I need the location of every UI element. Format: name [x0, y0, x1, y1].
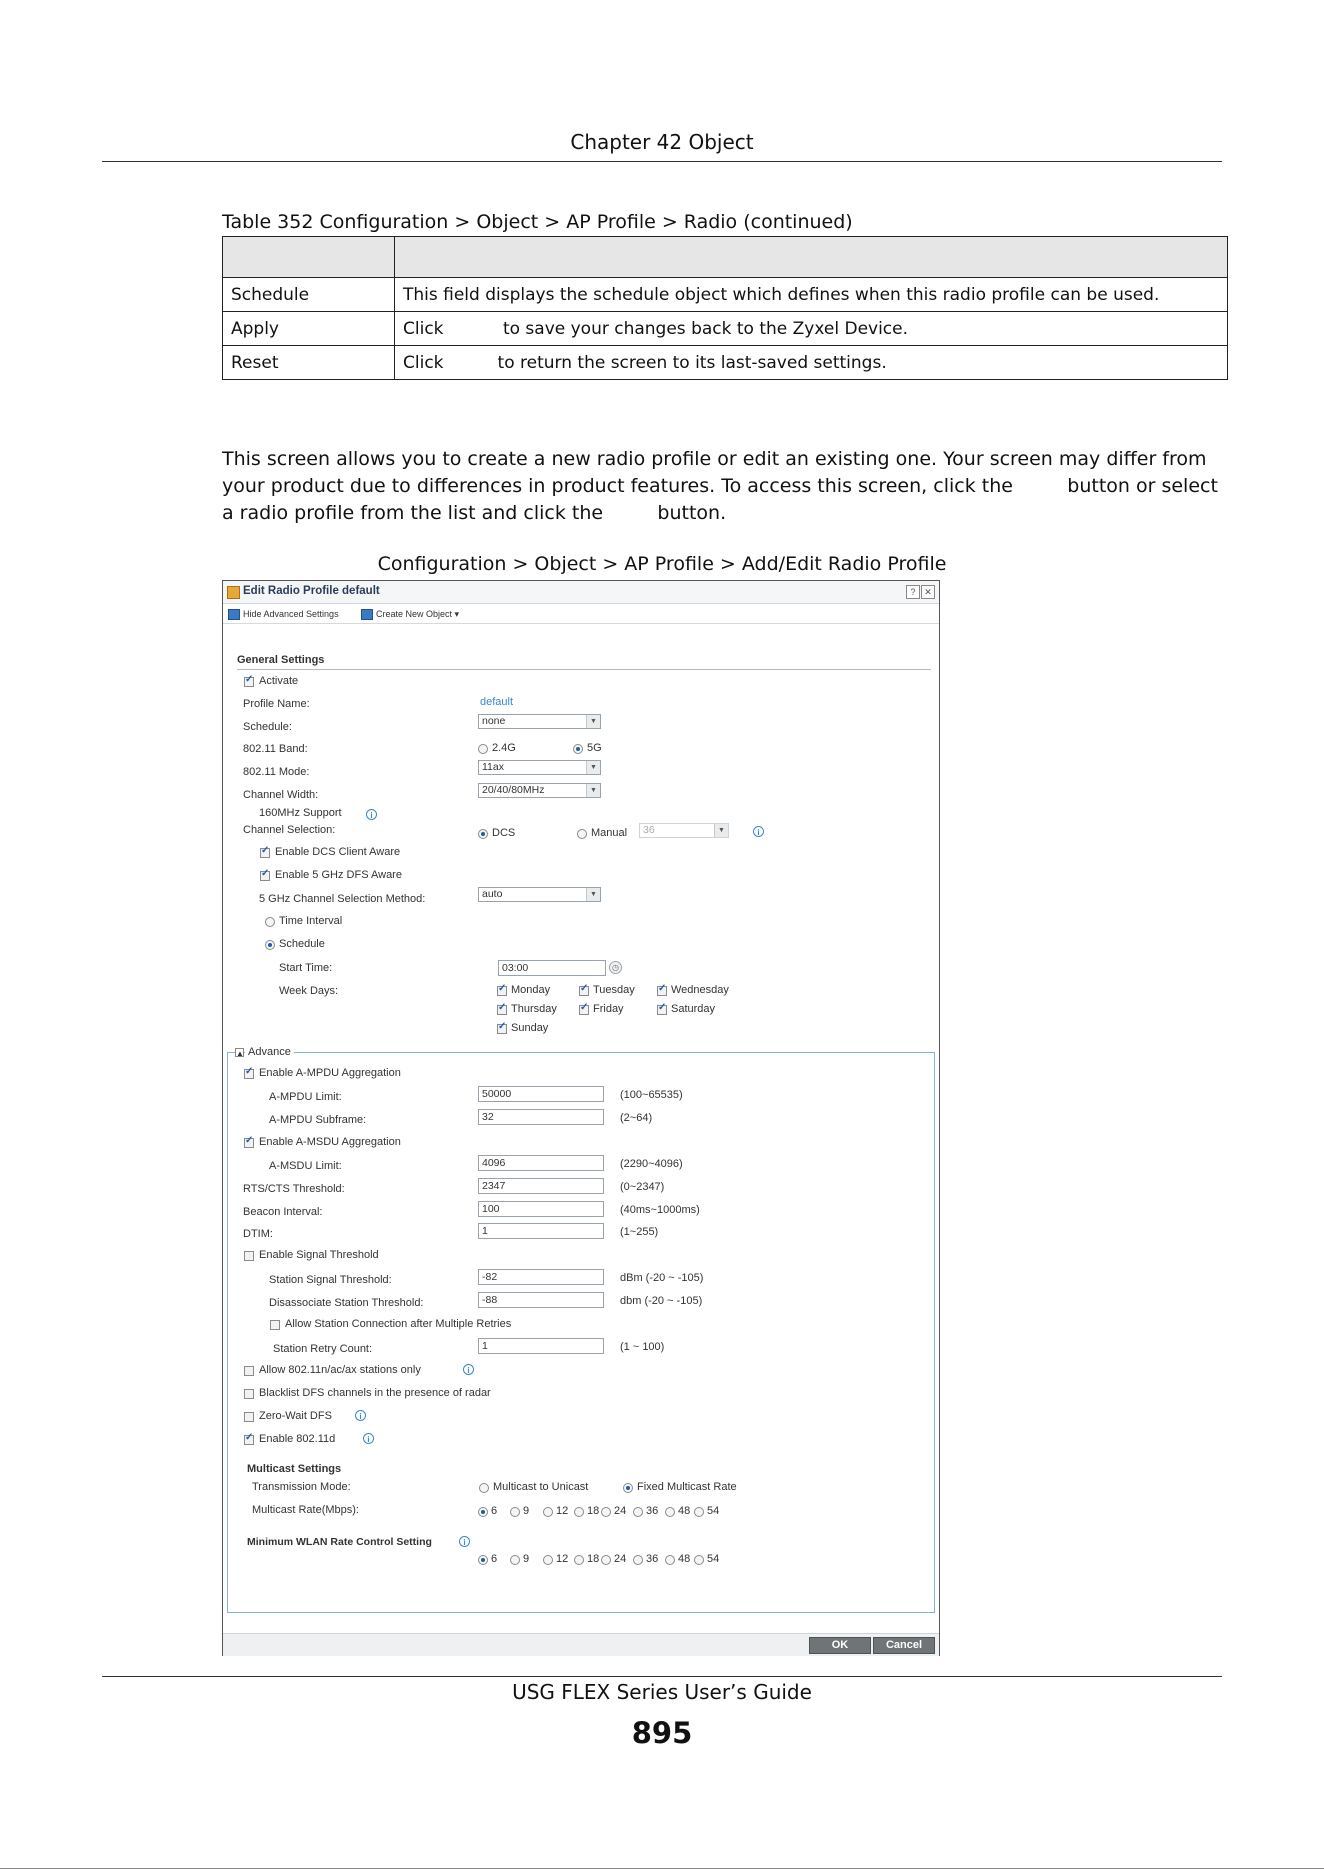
cancel-button[interactable]: Cancel: [873, 1637, 935, 1654]
retry-count-range: (1 ~ 100): [620, 1341, 665, 1353]
band-5g-radio[interactable]: [573, 744, 583, 754]
dfs-aware-label: Enable 5 GHz DFS Aware: [275, 869, 402, 881]
allow-80211n-label: Allow 802.11n/ac/ax stations only: [259, 1364, 421, 1376]
profile-name-value: default: [480, 696, 514, 708]
blacklist-dfs-label: Blacklist DFS channels in the presence of radar: [259, 1387, 491, 1399]
rts-cts-range: (0~2347): [620, 1181, 665, 1193]
guide-title: USG FLEX Series User’s Guide: [512, 1680, 812, 1704]
monday-label: Monday: [511, 984, 551, 996]
hide-advanced-settings-button[interactable]: Hide Advanced Settings: [243, 609, 339, 619]
ampdu-limit-input[interactable]: 50000: [478, 1086, 604, 1102]
min-wlan-rate-radio-18[interactable]: [574, 1555, 584, 1565]
wednesday-checkbox[interactable]: [657, 986, 667, 996]
activate-checkbox[interactable]: [244, 677, 254, 687]
general-settings-heading: General Settings: [237, 654, 325, 666]
week-days-label: Week Days:: [279, 985, 339, 997]
chevron-down-icon: ▼: [714, 824, 728, 837]
min-wlan-rate-label: 48: [678, 1553, 691, 1565]
dtim-range: (1~255): [620, 1226, 659, 1238]
min-wlan-rate-radio-48[interactable]: [665, 1555, 675, 1565]
thursday-checkbox[interactable]: [497, 1005, 507, 1015]
min-wlan-rate-radio-6[interactable]: [478, 1555, 488, 1565]
dfs-aware-checkbox[interactable]: [260, 871, 270, 881]
transmission-mode-label: Transmission Mode:: [252, 1481, 351, 1493]
beacon-interval-label: Beacon Interval:: [243, 1206, 323, 1218]
multicast-to-unicast-label: Multicast to Unicast: [493, 1481, 589, 1493]
beacon-interval-range: (40ms~1000ms): [620, 1204, 700, 1216]
ok-button[interactable]: OK: [809, 1637, 871, 1654]
channel-selection-label: Channel Selection:: [243, 824, 336, 836]
sunday-checkbox[interactable]: [497, 1024, 507, 1034]
start-time-label: Start Time:: [279, 962, 333, 974]
dialog-toolbar: [223, 605, 939, 624]
table-cell-label: Schedule: [223, 278, 395, 312]
figure-caption: Configuration > Object > AP Profile > Add/Edit Radio Profile: [377, 553, 947, 575]
amsdu-limit-label: A-MSDU Limit:: [269, 1160, 342, 1172]
dialog-title: Edit Radio Profile default: [243, 585, 380, 597]
amsdu-limit-input[interactable]: 4096: [478, 1155, 604, 1171]
friday-label: Friday: [593, 1003, 624, 1015]
station-signal-label: Station Signal Threshold:: [269, 1274, 392, 1286]
multicast-rate-label: Multicast Rate(Mbps):: [252, 1504, 359, 1516]
enable-80211d-label: Enable 802.11d: [259, 1433, 336, 1445]
beacon-interval-input[interactable]: 100: [478, 1201, 604, 1217]
chevron-down-icon: ▼: [586, 784, 600, 797]
header-rule: [102, 161, 1222, 162]
schedule-select[interactable]: [478, 714, 601, 729]
page-number: 895: [631, 1716, 693, 1750]
fixed-multicast-rate-label: Fixed Multicast Rate: [637, 1481, 737, 1493]
ampdu-subframe-label: A-MPDU Subframe:: [269, 1114, 367, 1126]
manual-radio[interactable]: [577, 829, 587, 839]
amsdu-limit-range: (2290~4096): [620, 1158, 683, 1170]
manual-channel-value: 36: [643, 824, 655, 836]
sunday-label: Sunday: [511, 1022, 549, 1034]
blacklist-dfs-checkbox[interactable]: [244, 1389, 254, 1399]
dtim-input[interactable]: 1: [478, 1223, 604, 1239]
footer-rule: [102, 1676, 1222, 1677]
station-signal-range: dBm (-20 ~ -105): [620, 1272, 704, 1284]
rts-cts-input[interactable]: 2347: [478, 1178, 604, 1194]
table-header-cell: [395, 237, 1228, 278]
table-caption: Table 352 Configuration > Object > AP Profile > Radio (continued): [222, 211, 853, 233]
allow-retries-checkbox[interactable]: [270, 1320, 280, 1330]
signal-threshold-checkbox[interactable]: [244, 1251, 254, 1261]
dtim-label: DTIM:: [243, 1228, 273, 1240]
selection-method-value: auto: [482, 888, 503, 900]
table-header-row: [223, 237, 1228, 278]
min-wlan-rate-label: 12: [556, 1553, 569, 1565]
disassociate-input[interactable]: -88: [478, 1292, 604, 1308]
channel-width-label: Channel Width:: [243, 789, 319, 801]
min-wlan-rate-radio-12[interactable]: [543, 1555, 553, 1565]
multicast-rate-radio-9[interactable]: [510, 1507, 520, 1517]
multicast-rate-radio-54[interactable]: [694, 1507, 704, 1517]
multicast-rate-label: 48: [678, 1505, 691, 1517]
chevron-down-icon: ▼: [586, 888, 600, 901]
settings-table-icon: [228, 609, 240, 620]
clock-icon[interactable]: ◷: [609, 961, 622, 974]
multicast-rate-radio-18[interactable]: [574, 1507, 584, 1517]
wednesday-label: Wednesday: [671, 984, 729, 996]
paragraph-line: a radio profile from the list and click the button.: [222, 502, 727, 524]
band-24g-radio[interactable]: [478, 744, 488, 754]
tuesday-checkbox[interactable]: [579, 986, 589, 996]
paragraph-line: This screen allows you to create a new radio profile or edit an existing one. Your screen may differ from: [222, 448, 1207, 470]
info-icon[interactable]: i: [363, 1433, 374, 1444]
saturday-checkbox[interactable]: [657, 1005, 667, 1015]
dcs-label: DCS: [492, 827, 516, 839]
close-button[interactable]: ✕: [921, 585, 935, 599]
min-wlan-rate-label: 24: [614, 1553, 627, 1565]
band-label: 802.11 Band:: [243, 743, 308, 755]
table-row: [223, 278, 1228, 312]
table-row: [223, 312, 1228, 346]
multicast-rate-radio-6[interactable]: [478, 1507, 488, 1517]
ampdu-enable-checkbox[interactable]: [244, 1069, 254, 1079]
create-object-icon: [361, 609, 373, 620]
min-wlan-rate-radio-54[interactable]: [694, 1555, 704, 1565]
ampdu-subframe-input[interactable]: 32: [478, 1109, 604, 1125]
info-icon[interactable]: i: [463, 1364, 474, 1375]
dcs-radio[interactable]: [478, 829, 488, 839]
dcs-client-aware-checkbox[interactable]: [260, 848, 270, 858]
selection-method-select[interactable]: [478, 887, 601, 902]
paragraph-line: your product due to differences in product features. To access this screen, click the button or select: [222, 475, 1218, 497]
zero-wait-dfs-label: Zero-Wait DFS: [259, 1410, 332, 1422]
multicast-settings-heading: Multicast Settings: [247, 1463, 342, 1475]
friday-checkbox[interactable]: [579, 1005, 589, 1015]
edit-icon: [227, 586, 240, 599]
multicast-rate-label: 6: [491, 1505, 498, 1517]
chapter-header: Chapter 42 Object: [570, 130, 754, 154]
schedule-select-value: none: [482, 715, 506, 727]
min-wlan-rate-label: 36: [646, 1553, 659, 1565]
thursday-label: Thursday: [511, 1003, 557, 1015]
manual-label: Manual: [591, 827, 628, 839]
zero-wait-dfs-checkbox[interactable]: [244, 1412, 254, 1422]
schedule-label: Schedule:: [243, 721, 292, 733]
table-cell-desc: This field displays the schedule object which defines when this radio profile can be used.: [395, 278, 1228, 312]
section-divider: [237, 669, 931, 670]
chevron-down-icon: ▼: [586, 715, 600, 728]
min-wlan-rate-label: 6: [491, 1553, 498, 1565]
multicast-rate-radio-12[interactable]: [543, 1507, 553, 1517]
retry-count-input[interactable]: 1: [478, 1338, 604, 1354]
collapse-toggle-icon[interactable]: ▲: [236, 1049, 244, 1058]
dcs-client-aware-label: Enable DCS Client Aware: [275, 846, 401, 858]
info-icon[interactable]: i: [753, 826, 764, 837]
manual-channel-select[interactable]: [639, 823, 729, 838]
ampdu-subframe-range: (2~64): [620, 1112, 653, 1124]
info-icon[interactable]: i: [459, 1536, 470, 1547]
multicast-rate-label: 18: [587, 1505, 600, 1517]
help-button[interactable]: ?: [906, 585, 920, 599]
retry-count-label: Station Retry Count:: [273, 1343, 373, 1355]
profile-name-label: Profile Name:: [243, 698, 310, 710]
160mhz-support-label: 160MHz Support: [259, 807, 342, 819]
mode-label: 802.11 Mode:: [243, 766, 310, 778]
band-5g-label: 5G: [587, 742, 602, 754]
multicast-rate-label: 36: [646, 1505, 659, 1517]
min-wlan-rate-radio-36[interactable]: [633, 1555, 643, 1565]
mode-select-value: 11ax: [482, 761, 504, 773]
amsdu-enable-label: Enable A-MSDU Aggregation: [259, 1136, 401, 1148]
info-icon[interactable]: i: [355, 1410, 366, 1421]
page-bottom-rule: [0, 1868, 1324, 1869]
monday-checkbox[interactable]: [497, 986, 507, 996]
channel-width-select[interactable]: [478, 783, 601, 798]
saturday-label: Saturday: [671, 1003, 716, 1015]
multicast-rate-label: 9: [523, 1505, 530, 1517]
multicast-rate-radio-48[interactable]: [665, 1507, 675, 1517]
min-wlan-rate-radio-24[interactable]: [601, 1555, 611, 1565]
multicast-rate-label: 12: [556, 1505, 569, 1517]
table-row: [223, 346, 1228, 380]
rts-cts-label: RTS/CTS Threshold:: [243, 1183, 345, 1195]
signal-threshold-label: Enable Signal Threshold: [259, 1249, 379, 1261]
ampdu-limit-label: A-MPDU Limit:: [269, 1091, 342, 1103]
multicast-rate-radio-36[interactable]: [633, 1507, 643, 1517]
station-signal-input[interactable]: -82: [478, 1269, 604, 1285]
ampdu-limit-range: (100~65535): [620, 1089, 683, 1101]
field-description-table: [222, 236, 1228, 380]
schedule-radio[interactable]: [265, 940, 275, 950]
table-cell-desc: Click to save your changes back to the Zyxel Device.: [395, 312, 1228, 346]
band-24g-label: 2.4G: [492, 742, 516, 754]
min-wlan-rate-label: 9: [523, 1553, 530, 1565]
time-interval-label: Time Interval: [279, 915, 343, 927]
edit-radio-profile-dialog: [222, 580, 940, 1656]
activate-label: Activate: [259, 675, 299, 687]
info-icon[interactable]: i: [366, 809, 377, 820]
ampdu-enable-label: Enable A-MPDU Aggregation: [259, 1067, 401, 1079]
channel-width-value: 20/40/80MHz: [482, 784, 545, 796]
amsdu-enable-checkbox[interactable]: [244, 1138, 254, 1148]
intro-paragraph: [222, 446, 1232, 527]
table-cell-desc: Click to return the screen to its last-saved settings.: [395, 346, 1228, 380]
selection-method-label: 5 GHz Channel Selection Method:: [259, 893, 426, 905]
multicast-to-unicast-radio[interactable]: [479, 1483, 489, 1493]
dialog-title-bar: [223, 581, 939, 604]
advance-legend: Advance: [245, 1046, 294, 1058]
create-new-object-button[interactable]: Create New Object ▾: [376, 609, 460, 619]
table-cell-label: Apply: [223, 312, 395, 346]
min-wlan-rate-label: 18: [587, 1553, 600, 1565]
chevron-down-icon: ▼: [586, 761, 600, 774]
disassociate-range: dbm (-20 ~ -105): [620, 1295, 703, 1307]
schedule-radio-label: Schedule: [279, 938, 325, 950]
multicast-rate-label: 24: [614, 1505, 627, 1517]
allow-retries-label: Allow Station Connection after Multiple Retries: [285, 1318, 512, 1330]
min-wlan-rate-radio-9[interactable]: [510, 1555, 520, 1565]
min-wlan-rate-heading: Minimum WLAN Rate Control Setting: [247, 1536, 432, 1548]
min-wlan-rate-label: 54: [707, 1553, 720, 1565]
fixed-multicast-rate-radio[interactable]: [623, 1483, 633, 1493]
enable-80211d-checkbox[interactable]: [244, 1435, 254, 1445]
time-interval-radio[interactable]: [265, 917, 275, 927]
table-header-cell: [223, 237, 395, 278]
allow-80211n-checkbox[interactable]: [244, 1366, 254, 1376]
tuesday-label: Tuesday: [593, 984, 635, 996]
mode-select[interactable]: [478, 760, 601, 775]
multicast-rate-radio-24[interactable]: [601, 1507, 611, 1517]
table-cell-label: Reset: [223, 346, 395, 380]
start-time-input[interactable]: 03:00: [498, 960, 606, 976]
multicast-rate-label: 54: [707, 1505, 720, 1517]
disassociate-label: Disassociate Station Threshold:: [269, 1297, 424, 1309]
